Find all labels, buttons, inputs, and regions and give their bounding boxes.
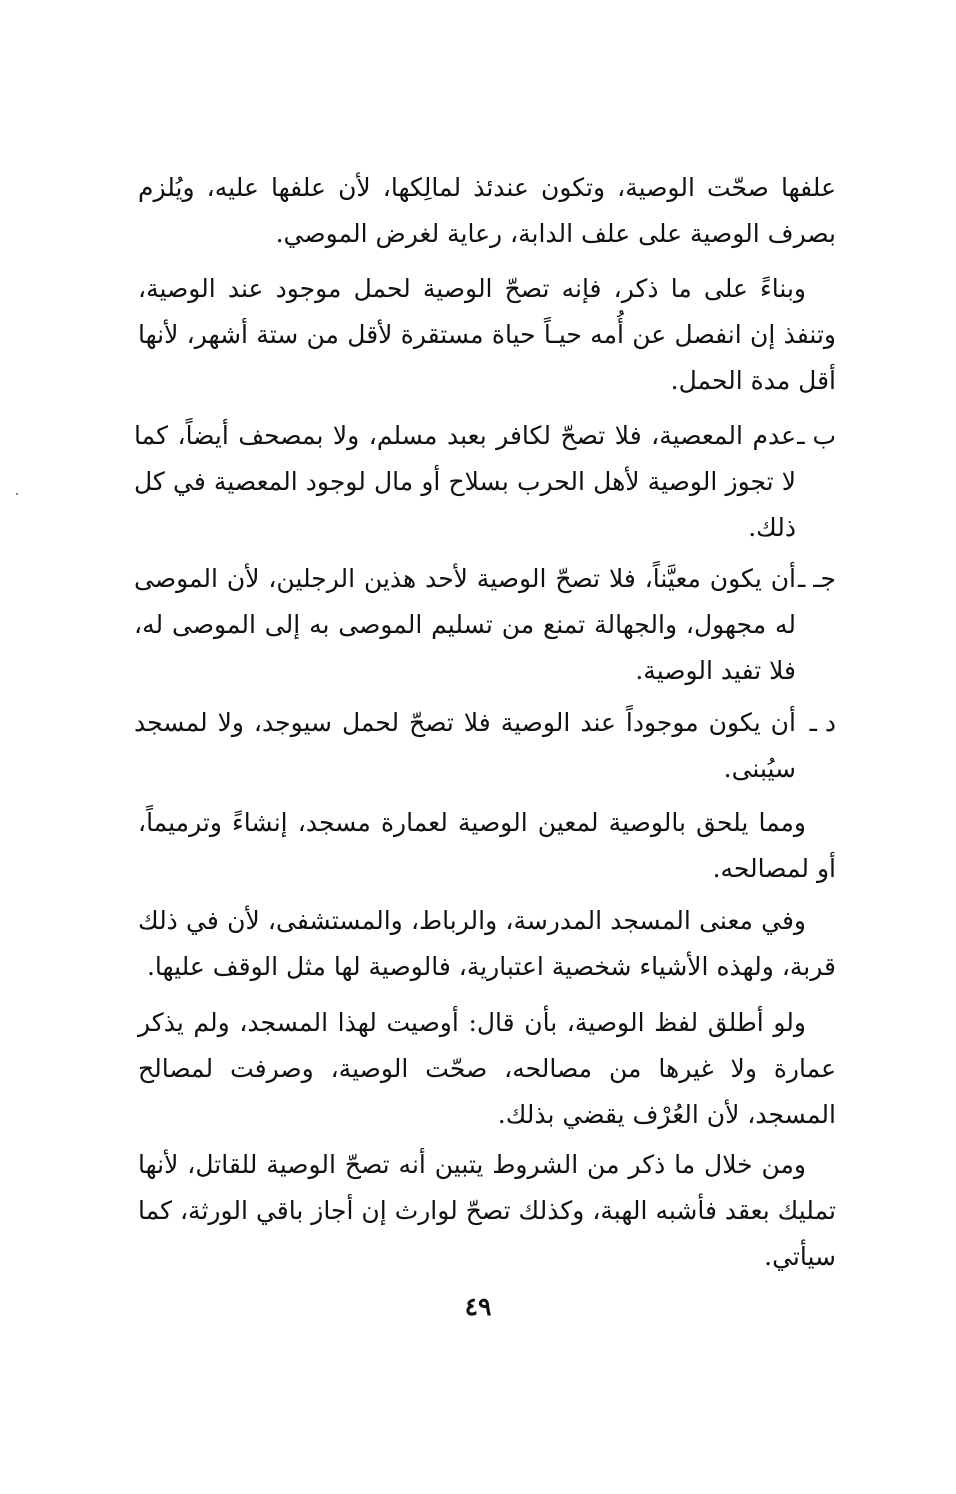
paragraph xyxy=(138,1142,836,1280)
paragraph xyxy=(138,266,836,404)
paragraph xyxy=(138,898,836,990)
paragraph xyxy=(138,1000,836,1138)
list-item xyxy=(134,413,836,551)
list-marker: ب ـ xyxy=(797,421,836,450)
list-item xyxy=(134,556,836,694)
list-item-text: أن يكون موجوداً عند الوصية فلا تصحّ لحمل سيوجد، ولا لمسجد سيُبنى. xyxy=(134,708,796,783)
page-number: ٤٩ xyxy=(464,1292,492,1321)
paragraph xyxy=(138,800,836,892)
paragraph xyxy=(138,165,836,257)
list-item xyxy=(134,700,836,792)
list-item-text: عدم المعصية، فلا تصحّ لكافر بعبد مسلم، ولا بمصحف أيضاً، كما لا تجوز الوصية لأهل الحرب بسلاح أو مال لوجود المعصية في كل ذلك. xyxy=(134,421,796,542)
list-marker: جـ ـ xyxy=(797,564,836,593)
paragraph-text: وفي معنى المسجد المدرسة، والرباط، والمستشفى، لأن في ذلك قربة، ولهذه الأشياء شخصية اعتبارية، فالوصية لها مثل الوقف عليها. xyxy=(138,906,836,981)
scan-mark xyxy=(16,493,18,495)
paragraph-text: علفها صحّت الوصية، وتكون عندئذ لمالِكها، لأن علفها عليه، ويُلزم بصرف الوصية على علف الدابة، رعاية لغرض الموصي. xyxy=(138,173,836,248)
paragraph-text: ومن خلال ما ذكر من الشروط يتبين أنه تصحّ الوصية للقاتل، لأنها تمليك بعقد فأشبه الهبة، وكذلك تصحّ لوارث إن أجاز باقي الورثة، كما سيأتي. xyxy=(138,1150,836,1271)
list-marker: د ـ xyxy=(809,708,836,737)
list-item-text: أن يكون معيَّناً، فلا تصحّ الوصية لأحد هذين الرجلين، لأن الموصى له مجهول، والجهالة تمنع من تسليم الموصى به إلى الموصى له، فلا تفيد الوصية. xyxy=(134,564,796,685)
paragraph-text: ومما يلحق بالوصية لمعين الوصية لعمارة مسجد، إنشاءً وترميماً، أو لمصالحه. xyxy=(138,808,836,883)
paragraph-text: وبناءً على ما ذكر، فإنه تصحّ الوصية لحمل موجود عند الوصية، وتنفذ إن انفصل عن أُمه حيـاً حياة مستقرة لأقل من ستة أشهر، لأنها أقل مدة الحمل. xyxy=(138,274,836,395)
paragraph-text: ولو أطلق لفظ الوصية، بأن قال: أوصيت لهذا المسجد، ولم يذكر عمارة ولا غيرها من مصالحه، صحّت الوصية، وصرفت لمصالح المسجد، لأن العُرْف يقضي بذلك. xyxy=(138,1008,836,1129)
